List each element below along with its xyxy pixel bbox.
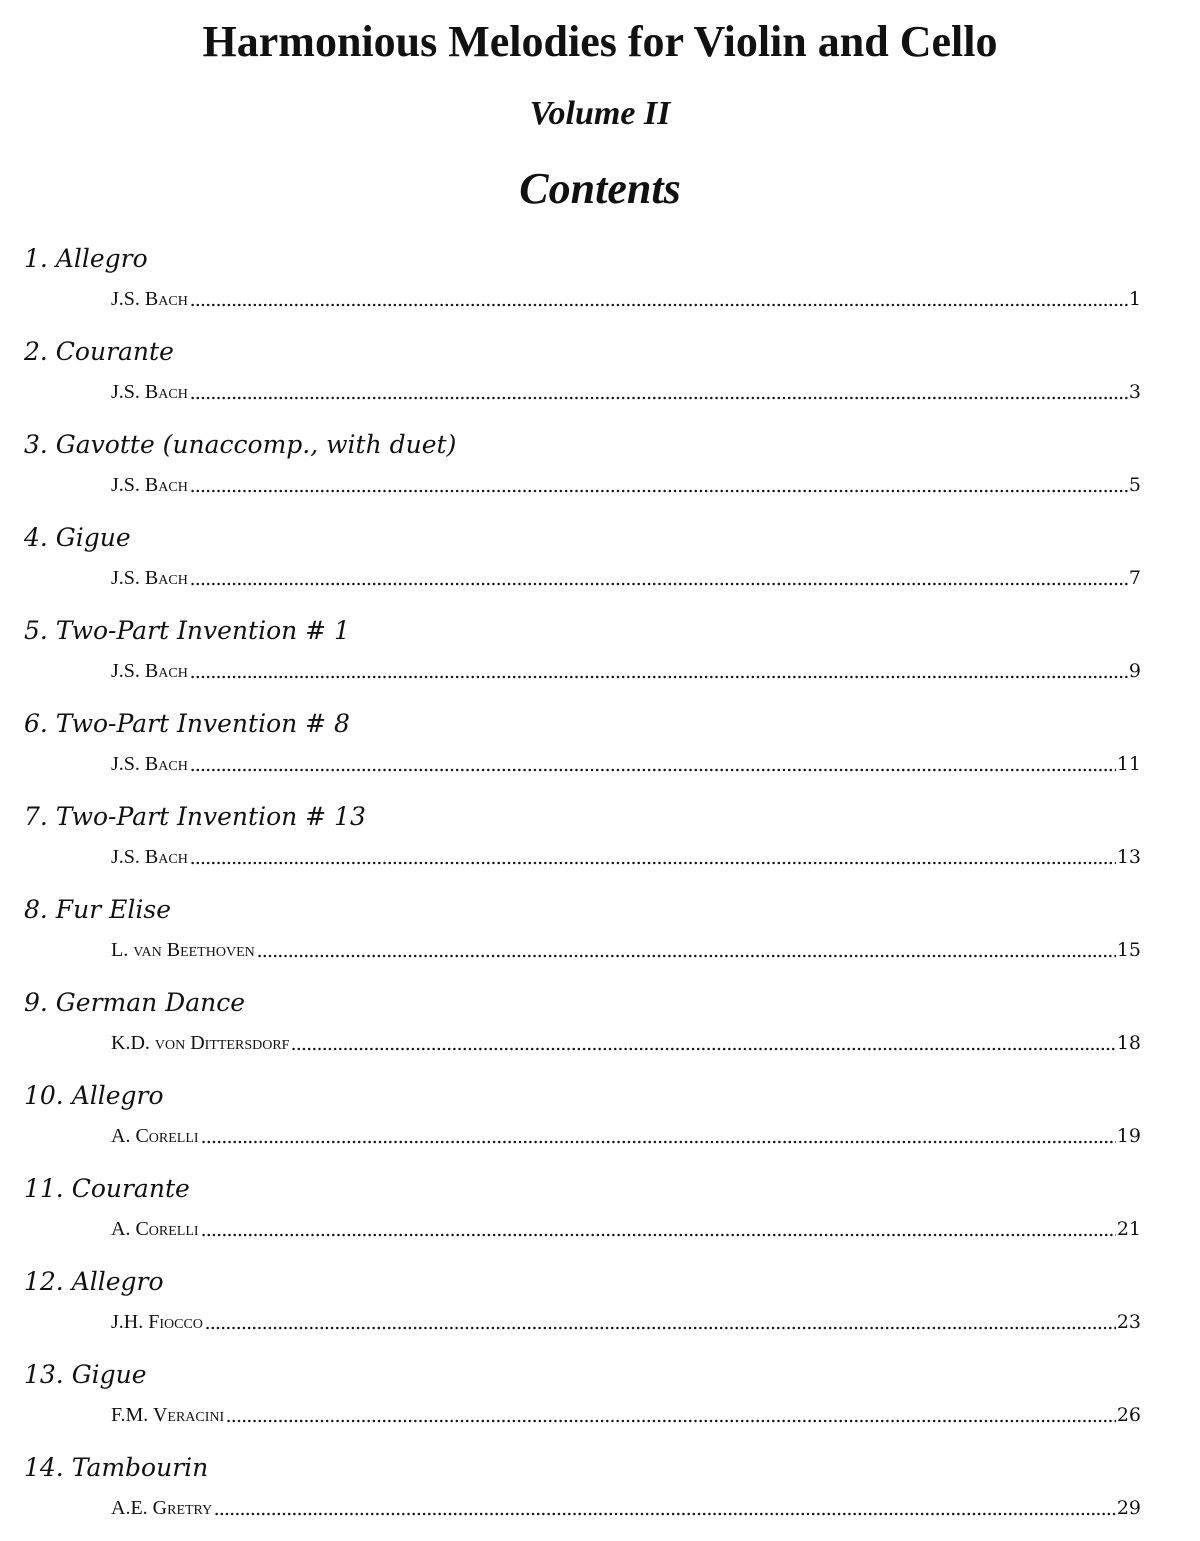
page-number: 18 <box>1116 1032 1141 1054</box>
dot-leader <box>201 1140 1116 1144</box>
entry-line <box>111 565 1141 591</box>
dot-leader <box>190 489 1128 493</box>
toc-entry <box>0 798 1200 890</box>
dot-leader <box>190 303 1128 307</box>
page-number: 7 <box>1128 567 1141 589</box>
page-number: 29 <box>1116 1497 1141 1519</box>
composer-name: J.S. Bach <box>111 753 188 775</box>
piece-title: 1. Allegro <box>24 244 148 273</box>
entry-line <box>111 472 1141 498</box>
toc-entry <box>0 1263 1200 1355</box>
dot-leader <box>291 1047 1115 1051</box>
entry-line <box>111 937 1141 963</box>
composer-name: A.E. Gretry <box>111 1497 213 1519</box>
toc-entry <box>0 1356 1200 1448</box>
toc-entry <box>0 891 1200 983</box>
composer-name: A. Corelli <box>111 1218 199 1240</box>
composer-name: A. Corelli <box>111 1125 199 1147</box>
page-number: 1 <box>1128 288 1141 310</box>
entry-line <box>111 1216 1141 1242</box>
piece-title: 9. German Dance <box>24 988 246 1017</box>
toc-entry <box>0 1449 1200 1541</box>
page-number: 19 <box>1116 1125 1141 1147</box>
dot-leader <box>190 396 1128 400</box>
piece-title: 10. Allegro <box>24 1081 164 1110</box>
composer-name: J.S. Bach <box>111 288 188 310</box>
piece-title: 12. Allegro <box>24 1267 164 1296</box>
volume-subtitle: Volume II <box>529 95 671 132</box>
page-number: 23 <box>1116 1311 1141 1333</box>
piece-title: 8. Fur Elise <box>24 895 172 924</box>
toc-entry <box>0 1077 1200 1169</box>
entry-line <box>111 1030 1141 1056</box>
dot-leader <box>190 861 1116 865</box>
page-number: 11 <box>1116 753 1141 775</box>
dot-leader <box>190 582 1128 586</box>
toc-entry <box>0 333 1200 425</box>
document-title: Harmonious Melodies for Violin and Cello <box>202 17 998 66</box>
composer-name: J.S. Bach <box>111 474 188 496</box>
page-number: 3 <box>1128 381 1141 403</box>
piece-title: 11. Courante <box>24 1174 190 1203</box>
piece-title: 2. Courante <box>24 337 174 366</box>
toc-entry <box>0 240 1200 332</box>
page-number: 9 <box>1128 660 1141 682</box>
dot-leader <box>226 1419 1116 1423</box>
contents-heading: Contents <box>519 164 681 213</box>
piece-title: 14. Tambourin <box>24 1453 209 1482</box>
composer-name: J.S. Bach <box>111 381 188 403</box>
entry-line <box>111 1495 1141 1521</box>
entry-line <box>111 379 1141 405</box>
page-number: 21 <box>1116 1218 1141 1240</box>
toc-entry <box>0 426 1200 518</box>
toc-entry <box>0 1170 1200 1262</box>
piece-title: 13. Gigue <box>24 1360 147 1389</box>
entry-line <box>111 286 1141 312</box>
composer-name: K.D. von Dittersdorf <box>111 1032 290 1054</box>
toc-entry <box>0 519 1200 611</box>
piece-title: 3. Gavotte (unaccomp., with duet) <box>24 430 457 459</box>
piece-title: 4. Gigue <box>24 523 131 552</box>
page-number: 15 <box>1116 939 1141 961</box>
entry-line <box>111 1309 1141 1335</box>
dot-leader <box>257 954 1116 958</box>
entry-line <box>111 1402 1141 1428</box>
toc-entry <box>0 984 1200 1076</box>
entry-line <box>111 658 1141 684</box>
dot-leader <box>190 675 1128 679</box>
piece-title: 5. Two-Part Invention # 1 <box>24 616 350 645</box>
page-number: 5 <box>1128 474 1141 496</box>
entry-line <box>111 751 1141 777</box>
composer-name: J.H. Fiocco <box>111 1311 203 1333</box>
page-number: 26 <box>1116 1404 1141 1426</box>
composer-name: J.S. Bach <box>111 567 188 589</box>
composer-name: F.M. Veracini <box>111 1404 225 1426</box>
piece-title: 7. Two-Part Invention # 13 <box>24 802 366 831</box>
page-number: 13 <box>1116 846 1141 868</box>
dot-leader <box>205 1326 1116 1330</box>
dot-leader <box>214 1512 1116 1516</box>
dot-leader <box>190 768 1116 772</box>
composer-name: J.S. Bach <box>111 660 188 682</box>
composer-name: J.S. Bach <box>111 846 188 868</box>
toc-entry <box>0 612 1200 704</box>
dot-leader <box>201 1233 1116 1237</box>
entry-line <box>111 1123 1141 1149</box>
toc-entry <box>0 705 1200 797</box>
composer-name: L. van Beethoven <box>111 939 255 961</box>
piece-title: 6. Two-Part Invention # 8 <box>24 709 350 738</box>
entry-line <box>111 844 1141 870</box>
